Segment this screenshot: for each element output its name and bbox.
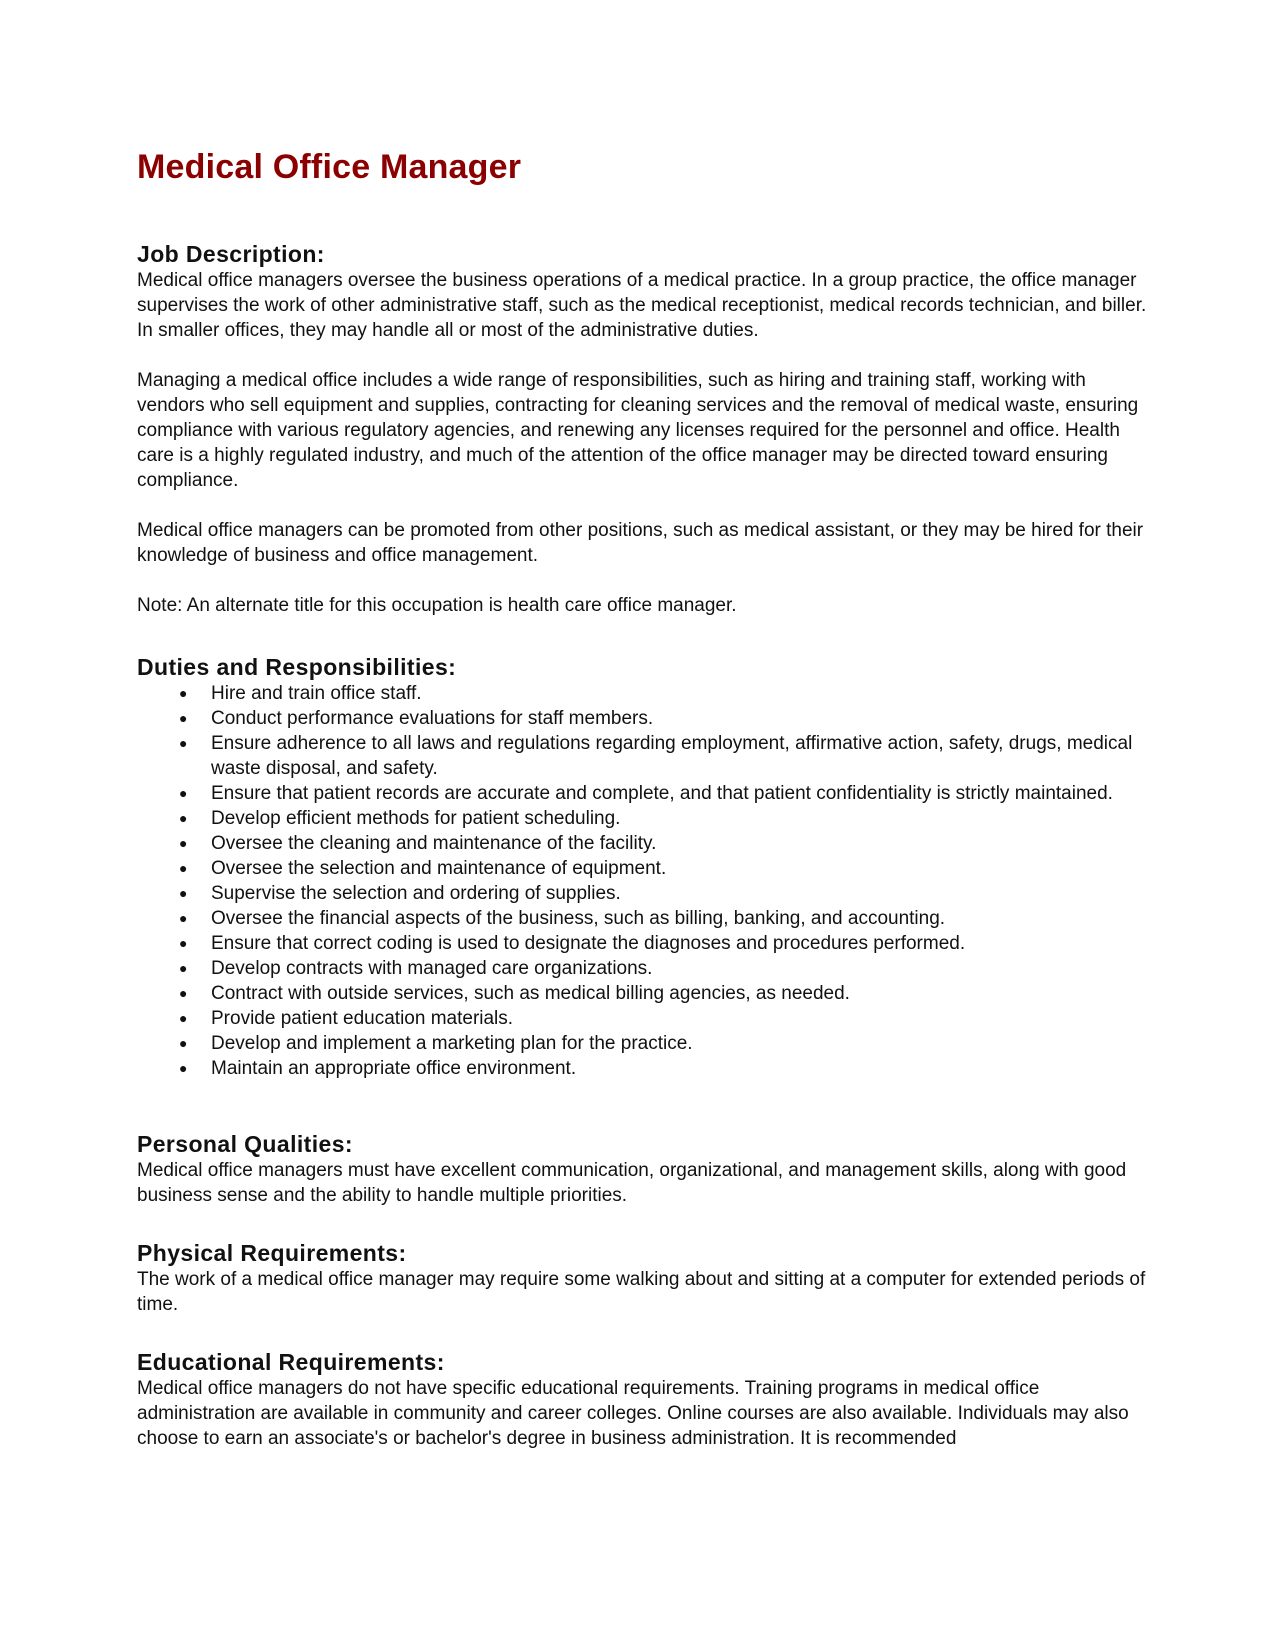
bullet-icon: ● [179, 885, 188, 901]
list-item-text: Oversee the selection and maintenance of equipment. [211, 858, 667, 879]
bullet-icon: ● [179, 985, 188, 1001]
list-item [137, 781, 1147, 806]
list-item [137, 856, 1147, 881]
document-title: Medical Office Manager [137, 148, 522, 186]
paragraph: Medical office managers can be promoted from other positions, such as medical assistant, or they may be hired for their knowledge of business and office management. [137, 520, 1144, 566]
list-item-text: Oversee the cleaning and maintenance of the facility. [211, 833, 657, 854]
paragraph: The work of a medical office manager may require some walking about and sitting at a computer for extended periods of time. [137, 1269, 1146, 1315]
list-item-text: Oversee the financial aspects of the business, such as billing, banking, and accounting. [211, 908, 946, 929]
list-item-text: Provide patient education materials. [211, 1008, 514, 1029]
list-item [137, 806, 1147, 831]
section-physical-requirements [137, 1239, 1147, 1317]
section-educational-requirements [137, 1348, 1147, 1451]
list-item-text: Develop and implement a marketing plan for the practice. [211, 1033, 693, 1054]
list-item-text: Maintain an appropriate office environment. [211, 1058, 577, 1079]
bullet-icon: ● [179, 810, 188, 826]
section-personal-qualities [137, 1130, 1147, 1208]
list-item [137, 1006, 1147, 1031]
section-heading: Job Description: [137, 241, 325, 267]
list-item-text: Conduct performance evaluations for staff members. [211, 708, 654, 729]
bullet-icon: ● [179, 735, 188, 751]
bullet-icon: ● [179, 935, 188, 951]
section-heading: Educational Requirements: [137, 1349, 445, 1375]
list-item-text: Develop contracts with managed care organizations. [211, 958, 653, 979]
section-heading: Physical Requirements: [137, 1240, 407, 1266]
list-item [137, 906, 1147, 931]
list-item-text: Ensure that correct coding is used to designate the diagnoses and procedures performed. [211, 933, 966, 954]
list-item [137, 1056, 1147, 1081]
list-item [137, 956, 1147, 981]
list-item [137, 681, 1147, 706]
list-item-text: Develop efficient methods for patient scheduling. [211, 808, 621, 829]
bullet-icon: ● [179, 860, 188, 876]
list-item-text: Contract with outside services, such as medical billing agencies, as needed. [211, 983, 850, 1004]
list-item [137, 881, 1147, 906]
list-item [137, 931, 1147, 956]
list-item [137, 981, 1147, 1006]
section-heading: Personal Qualities: [137, 1131, 353, 1157]
bullet-icon: ● [179, 960, 188, 976]
section-heading: Duties and Responsibilities: [137, 654, 457, 680]
list-item [137, 706, 1147, 731]
bullet-icon: ● [179, 910, 188, 926]
duties-list [137, 681, 1147, 1081]
list-item [137, 831, 1147, 856]
section-duties [137, 653, 1147, 1081]
paragraph: Medical office managers oversee the business operations of a medical practice. In a group practice, the office manager supervises the work of other administrative staff, such as the medical receptionist, medical records technician, and biller. In smaller offices, they may handle all or most of the administrative duties. [137, 270, 1147, 341]
bullet-icon: ● [179, 685, 188, 701]
paragraph: Managing a medical office includes a wide range of responsibilities, such as hiring and training staff, working with vendors who sell equipment and supplies, contracting for cleaning services and the removal of medical waste, ensuring compliance with various regulatory agencies, and renewing any licenses required for the personnel and office. Health care is a highly regulated industry, and much of the attention of the office manager may be directed toward ensuring compliance. [137, 370, 1139, 491]
bullet-icon: ● [179, 1035, 188, 1051]
list-item [137, 1031, 1147, 1056]
bullet-icon: ● [179, 835, 188, 851]
bullet-icon: ● [179, 785, 188, 801]
list-item-text: Supervise the selection and ordering of supplies. [211, 883, 621, 904]
list-item-text: Hire and train office staff. [211, 683, 422, 704]
list-item-text: Ensure that patient records are accurate and complete, and that patient confidentiality is strictly maintained. [211, 783, 1113, 804]
bullet-icon: ● [179, 1010, 188, 1026]
section-job-description [137, 240, 1147, 618]
list-item [137, 731, 1147, 781]
paragraph: Medical office managers must have excellent communication, organizational, and management skills, along with good business sense and the ability to handle multiple priorities. [137, 1160, 1127, 1206]
paragraph: Note: An alternate title for this occupation is health care office manager. [137, 595, 737, 616]
bullet-icon: ● [179, 710, 188, 726]
paragraph: Medical office managers do not have specific educational requirements. Training programs in medical office administration are available in community and career colleges. Online courses are also available. Individuals may also choose to earn an associate's or bachelor's degree in business administration. It is recommended [137, 1378, 1129, 1449]
bullet-icon: ● [179, 1060, 188, 1076]
list-item-text: Ensure adherence to all laws and regulations regarding employment, affirmative action, safety, drugs, medical waste disposal, and safety. [211, 733, 1133, 779]
